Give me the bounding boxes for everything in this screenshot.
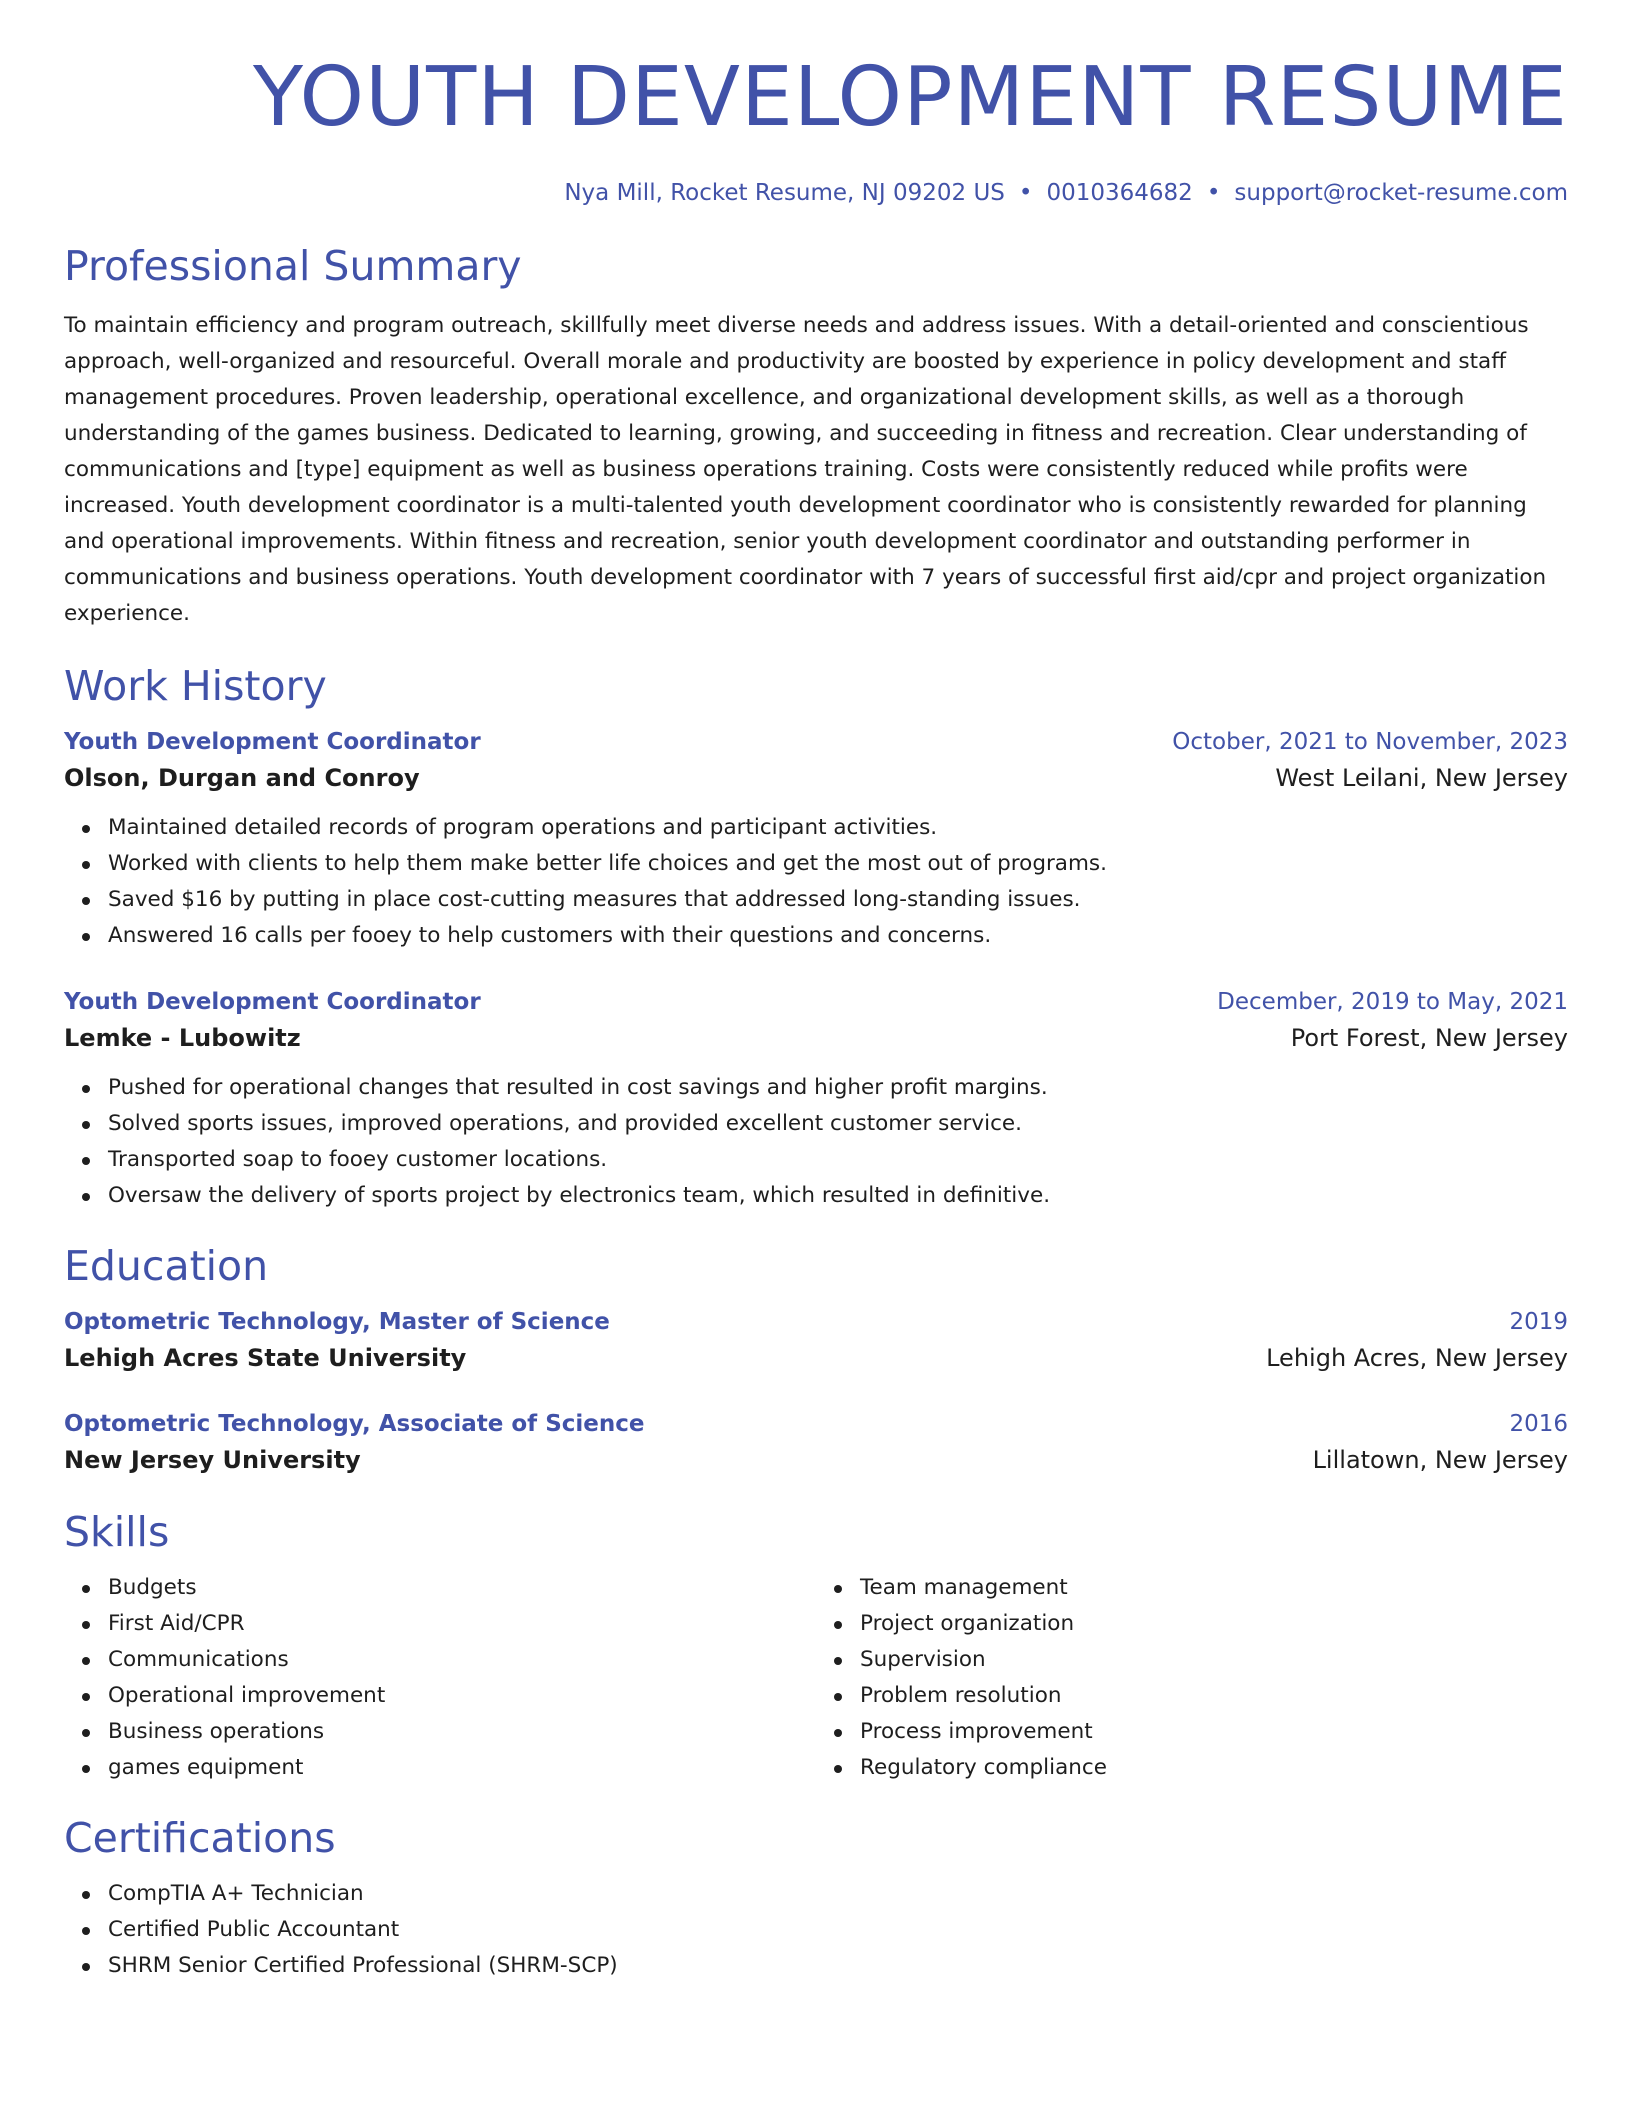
job-title-row [64, 726, 1568, 758]
job-bullet: Pushed for operational changes that resulted in cost savings and higher profit margins. [108, 1070, 1568, 1106]
education-entry [64, 1408, 1568, 1480]
contact-line [64, 178, 1568, 208]
contact-address: Nya Mill, Rocket Resume, NJ 09202 US [564, 180, 1005, 206]
skill-item: Regulatory compliance [860, 1750, 1568, 1786]
education-school-row [64, 1338, 1568, 1378]
job-bullet: Solved sports issues, improved operations, and provided excellent customer service. [108, 1106, 1568, 1142]
job-company: Lemke - Lubowitz [64, 1024, 301, 1052]
job-company-row [64, 758, 1568, 798]
summary-heading: Professional Summary [64, 242, 522, 290]
job-dates: October, 2021 to November, 2023 [1172, 729, 1568, 755]
skills-list-left [64, 1570, 816, 1786]
skill-item: Process improvement [860, 1714, 1568, 1750]
job-location: Port Forest, New Jersey [1290, 1024, 1568, 1052]
contact-separator: • [1018, 180, 1033, 206]
skill-item: games equipment [108, 1750, 816, 1786]
job-company: Olson, Durgan and Conroy [64, 764, 420, 792]
education-school: Lehigh Acres State University [64, 1344, 467, 1372]
skill-item: Communications [108, 1642, 816, 1678]
job-entry [64, 986, 1568, 1214]
education-year: 2019 [1509, 1309, 1568, 1335]
education-degree-row [64, 1306, 1568, 1338]
skill-item: Project organization [860, 1606, 1568, 1642]
job-dates: December, 2019 to May, 2021 [1217, 989, 1568, 1015]
education-degree-row [64, 1408, 1568, 1440]
job-title: Youth Development Coordinator [64, 989, 481, 1015]
contact-separator: • [1206, 180, 1221, 206]
skill-item: Problem resolution [860, 1678, 1568, 1714]
contact-phone: 0010364682 [1046, 180, 1193, 206]
education-school-row [64, 1440, 1568, 1480]
work-history-heading: Work History [64, 662, 327, 710]
certification-item: SHRM Senior Certified Professional (SHRM-SCP) [108, 1948, 1568, 1984]
education-school: New Jersey University [64, 1446, 361, 1474]
education-heading: Education [64, 1242, 269, 1290]
education-location: Lehigh Acres, New Jersey [1266, 1344, 1568, 1372]
certifications-list [64, 1876, 1568, 1984]
job-bullet: Worked with clients to help them make better life choices and get the most out of programs. [108, 846, 1568, 882]
education-location: Lillatown, New Jersey [1312, 1446, 1568, 1474]
education-degree: Optometric Technology, Master of Science [64, 1309, 610, 1335]
education-degree: Optometric Technology, Associate of Science [64, 1411, 645, 1437]
job-bullet-list [64, 1070, 1568, 1214]
certification-item: CompTIA A+ Technician [108, 1876, 1568, 1912]
job-bullet: Answered 16 calls per fooey to help customers with their questions and concerns. [108, 918, 1568, 954]
contact-email: support@rocket-resume.com [1234, 180, 1568, 206]
skills-list-right [816, 1570, 1568, 1786]
education-year: 2016 [1509, 1411, 1568, 1437]
skills-heading: Skills [64, 1508, 170, 1556]
education-entry [64, 1306, 1568, 1378]
job-title-row [64, 986, 1568, 1018]
job-company-row [64, 1018, 1568, 1058]
job-location: West Leilani, New Jersey [1275, 764, 1568, 792]
skill-item: Operational improvement [108, 1678, 816, 1714]
skill-item: Supervision [860, 1642, 1568, 1678]
job-bullet: Transported soap to fooey customer locations. [108, 1142, 1568, 1178]
skill-item: Team management [860, 1570, 1568, 1606]
certification-item: Certified Public Accountant [108, 1912, 1568, 1948]
job-bullet: Oversaw the delivery of sports project by electronics team, which resulted in definitive. [108, 1178, 1568, 1214]
job-title: Youth Development Coordinator [64, 729, 481, 755]
skill-item: Business operations [108, 1714, 816, 1750]
job-bullet: Maintained detailed records of program operations and participant activities. [108, 810, 1568, 846]
certifications-heading: Certifications [64, 1814, 336, 1862]
resume-title: YOUTH DEVELOPMENT RESUME [252, 50, 1568, 145]
job-bullet-list [64, 810, 1568, 954]
summary-text: To maintain efficiency and program outreach, skillfully meet diverse needs and address issues. With a detail-oriented and conscientious approach, well-organized and resourceful. Overall morale and productivity are boosted by experience in policy development and staff management procedures. Proven leadership, operational excellence, and organizational development skills, as well as a thorough understanding of the games business. Dedicated to learning, growing, and succeeding in fitness and recreation. Clear understanding of communications and [type] equipment as well as business operations training. Costs were consistently reduced while profits were increased. Youth development coordinator is a multi-talented youth development coordinator who is consistently rewarded for planning and operational improvements. Within fitness and recreation, senior youth development coordinator and outstanding performer in communications and business operations. Youth development coordinator with 7 years of successful first aid/cpr and project organization experience. [64, 313, 1547, 626]
skill-item: Budgets [108, 1570, 816, 1606]
job-bullet: Saved $16 by putting in place cost-cutting measures that addressed long-standing issues. [108, 882, 1568, 918]
skill-item: First Aid/CPR [108, 1606, 816, 1642]
skills-grid [64, 1570, 1568, 1786]
job-entry [64, 726, 1568, 954]
